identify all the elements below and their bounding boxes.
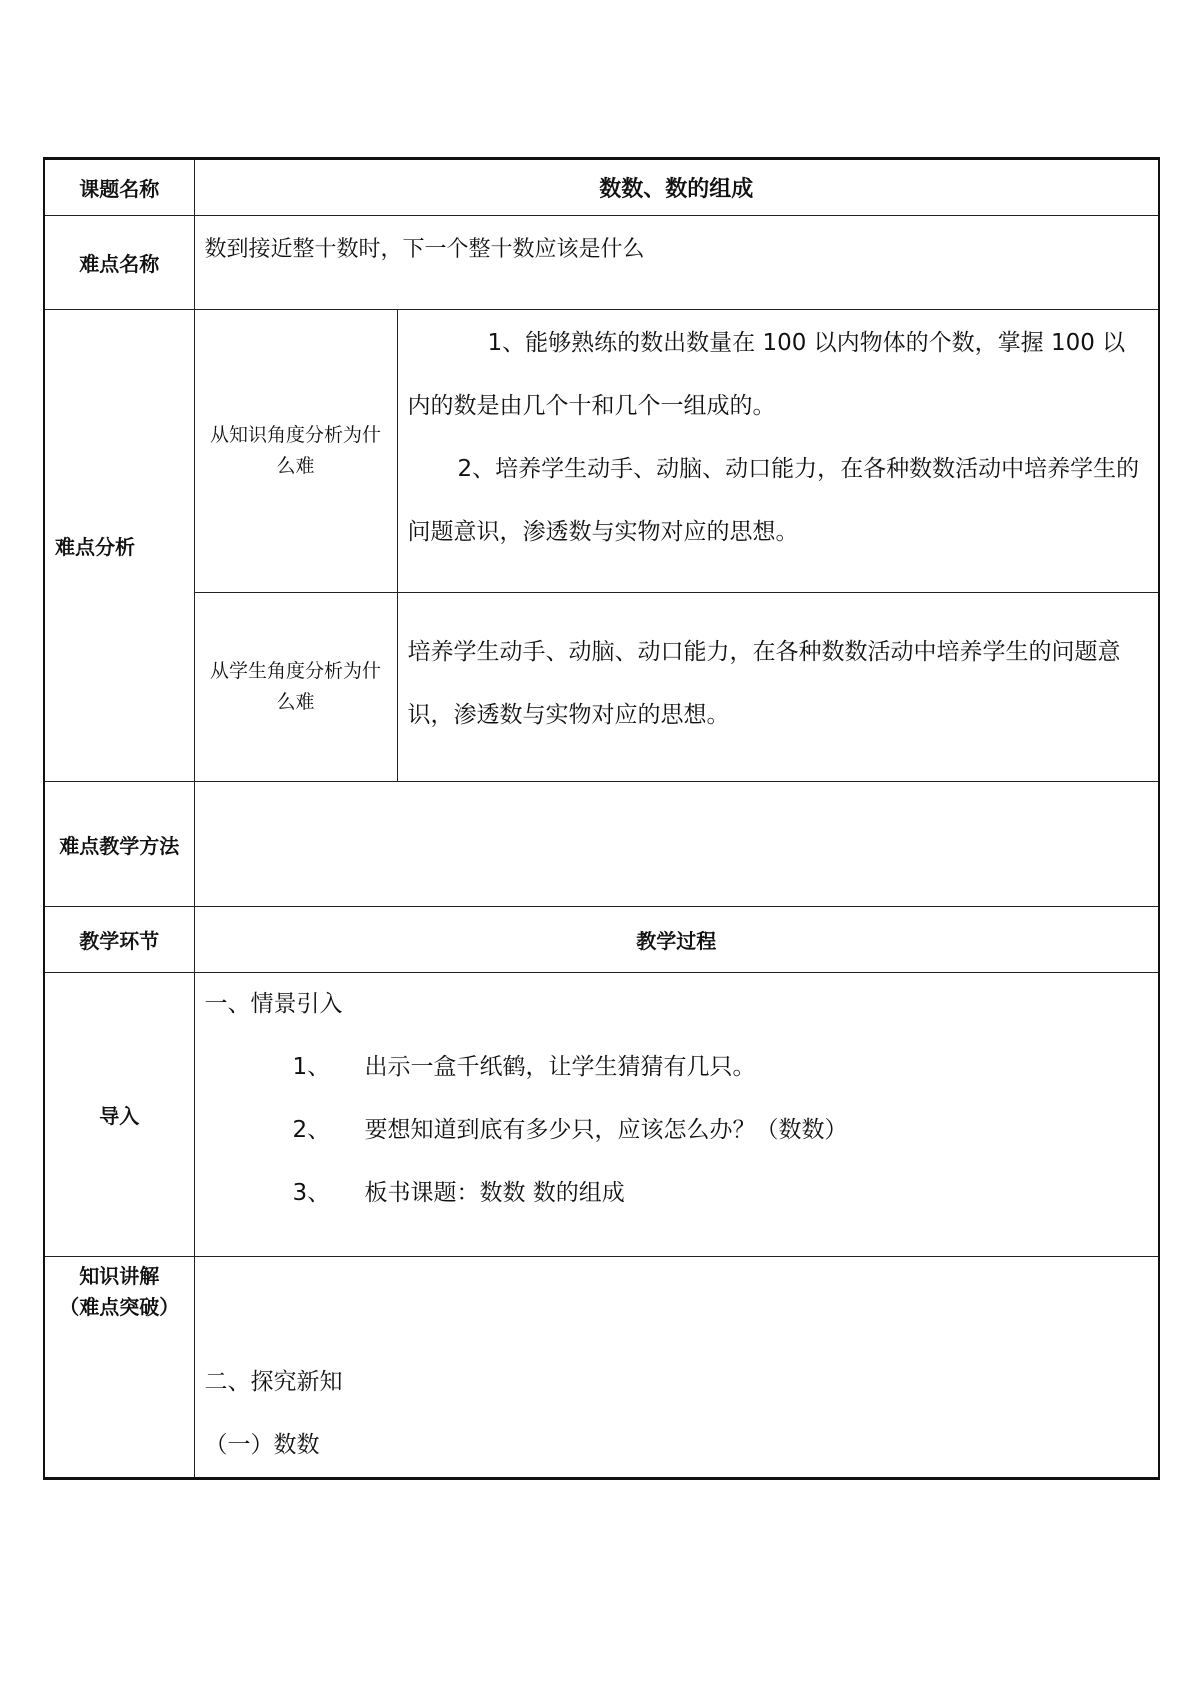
- knowledge-angle-label: 从知识角度分析为什么难: [194, 310, 397, 593]
- intro-content: [194, 973, 1159, 1257]
- process-header-row: [44, 907, 1159, 973]
- topic-value: 数数、数的组成: [194, 159, 1159, 216]
- intro-item-text: 板书课题：数数 数的组成: [364, 1180, 625, 1206]
- student-angle-label: 从学生角度分析为什么难: [194, 593, 397, 782]
- intro-row: [44, 973, 1159, 1257]
- difficulty-value: 数到接近整十数时，下一个整十数应该是什么: [194, 216, 1159, 310]
- topic-label: 课题名称: [44, 159, 194, 216]
- knowledge-heading: 二、探究新知: [204, 1369, 343, 1395]
- analysis-student-row: [44, 593, 1159, 782]
- intro-item: [205, 1099, 1149, 1162]
- intro-label: 导入: [44, 973, 194, 1257]
- method-row: [44, 782, 1159, 907]
- difficulty-row: [44, 216, 1159, 310]
- process-content-header: 教学过程: [194, 907, 1159, 973]
- method-value: [194, 782, 1159, 907]
- knowledge-point-1: 1、能够熟练的数出数量在 100 以内物体的个数，掌握 100 以内的数是由几个十和几个一组成的。: [407, 330, 1126, 419]
- knowledge-subheading: （一）数数: [204, 1432, 320, 1458]
- knowledge-angle-content: [397, 310, 1159, 593]
- method-label: 难点教学方法: [44, 782, 194, 907]
- knowledge-content: [194, 1257, 1159, 1479]
- student-point-1: 培养学生动手、动脑、动口能力，在各种数数活动中培养学生的问题意识，渗透数与实物对应的思想。: [407, 639, 1121, 728]
- intro-item-text: 出示一盒千纸鹤，让学生猜猜有几只。: [364, 1054, 756, 1080]
- intro-item-number: 2、: [292, 1117, 331, 1143]
- knowledge-label-line-1: 知识讲解: [79, 1264, 160, 1288]
- analysis-label: 难点分析: [44, 310, 194, 782]
- intro-item-number: 1、: [292, 1054, 331, 1080]
- analysis-knowledge-row: [44, 310, 1159, 593]
- topic-row: [44, 159, 1159, 216]
- knowledge-label: [44, 1257, 194, 1479]
- student-angle-content: [397, 593, 1159, 782]
- intro-heading: 一、情景引入: [204, 991, 343, 1017]
- process-stage-header: 教学环节: [44, 907, 194, 973]
- intro-item-number: 3、: [292, 1180, 331, 1206]
- lesson-table: [43, 157, 1160, 1480]
- knowledge-point-2: 2、培养学生动手、动脑、动口能力，在各种数数活动中培养学生的问题意识，渗透数与实物对应的思想。: [407, 456, 1140, 545]
- difficulty-label: 难点名称: [44, 216, 194, 310]
- knowledge-label-line-2: （难点突破）: [59, 1295, 180, 1319]
- intro-item: [205, 1036, 1149, 1099]
- intro-item-text: 要想知道到底有多少只，应该怎么办？（数数）: [364, 1117, 848, 1143]
- intro-item: [205, 1162, 1149, 1225]
- knowledge-row: [44, 1257, 1159, 1479]
